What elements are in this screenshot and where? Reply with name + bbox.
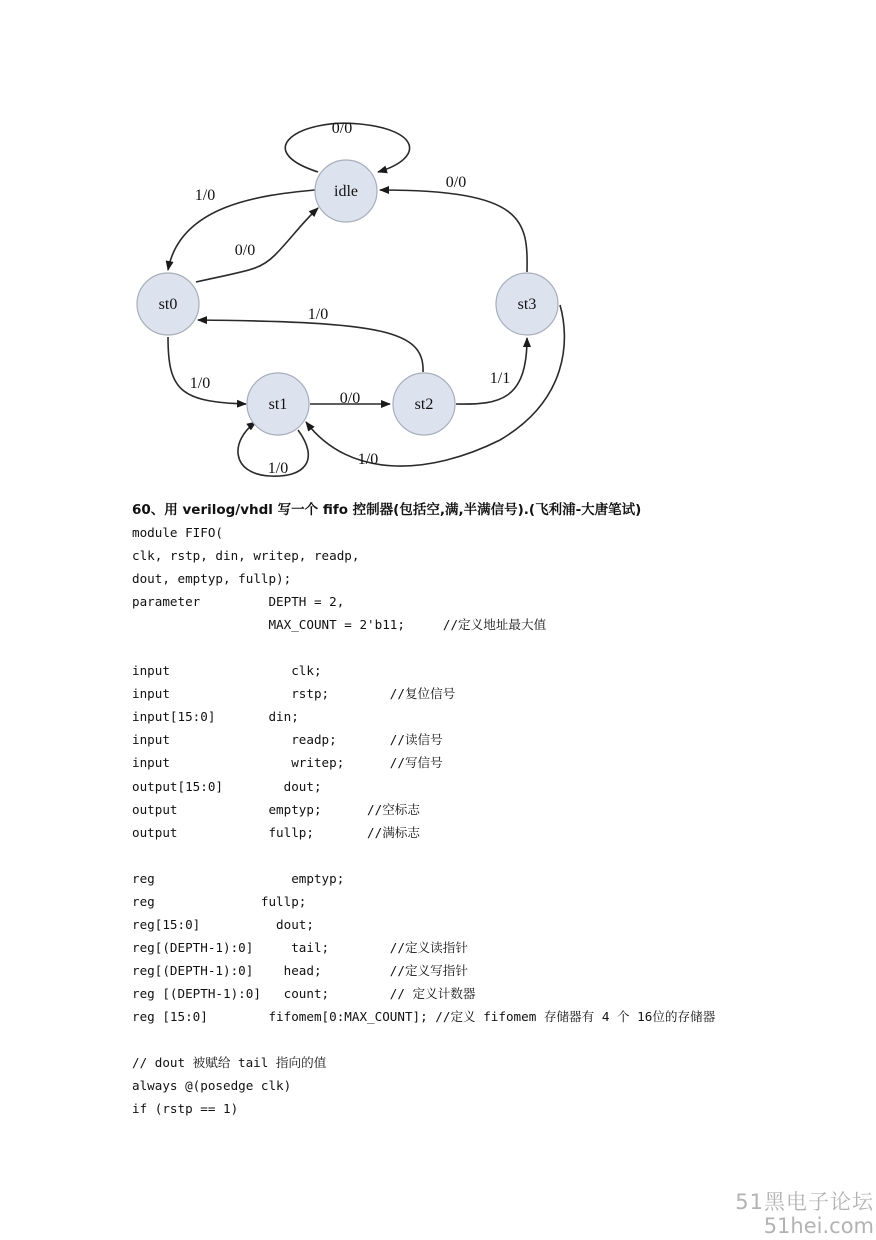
state-idle xyxy=(315,160,377,222)
state-label-st2: st2 xyxy=(414,396,434,413)
state-label-st3: st3 xyxy=(517,296,537,313)
code-line: output[15:0] dout; xyxy=(132,778,322,794)
state-label-idle: idle xyxy=(334,183,358,200)
state-st1 xyxy=(247,373,309,435)
code-line: reg[(DEPTH-1):0] head; //定义写指针 xyxy=(132,962,468,978)
edge-label-st2-st0: 1/0 xyxy=(307,306,329,323)
code-line: reg fullp; xyxy=(132,893,307,909)
code-line: input readp; //读信号 xyxy=(132,732,443,748)
code-line: reg [15:0] fifomem[0:MAX_COUNT]; //定义 fifomem 存储器有 4 个 16位的存储器 xyxy=(132,1008,716,1024)
edge-label-st3-st1: 1/0 xyxy=(357,451,379,468)
code-line: module FIFO( xyxy=(132,525,223,540)
edge-st0-st1 xyxy=(168,337,246,404)
code-line: input rstp; //复位信号 xyxy=(132,686,456,702)
edge-st3-idle xyxy=(380,190,527,272)
code-line: output fullp; //满标志 xyxy=(132,824,420,840)
edge-label-st1-st1: 1/0 xyxy=(267,460,289,477)
code-line: dout, emptyp, fullp); xyxy=(132,571,292,587)
code-line xyxy=(132,636,832,659)
state-label-st0: st0 xyxy=(158,296,178,313)
code-line: clk, rstp, din, writep, readp, xyxy=(132,548,360,564)
code-block xyxy=(132,521,832,1120)
code-line: parameter DEPTH = 2, xyxy=(132,594,345,610)
watermark-forum-name: 51黑电子论坛 xyxy=(735,1190,874,1214)
watermark-site: 51hei.com xyxy=(763,1214,874,1238)
edge-st0-idle xyxy=(196,208,318,282)
code-line: always @(posedge clk) xyxy=(132,1078,292,1094)
code-line xyxy=(132,844,832,867)
state-st0 xyxy=(137,273,199,335)
code-line: output emptyp; //空标志 xyxy=(132,801,420,817)
edge-label-st0-idle: 0/0 xyxy=(234,242,256,259)
edge-label-idle-st0: 1/0 xyxy=(194,187,216,204)
code-line: input clk; xyxy=(132,663,322,679)
question-heading: 60、用 verilog/vhdl 写一个 fifo 控制器(包括空,满,半满信号).(飞利浦-大唐笔试) xyxy=(132,502,642,518)
state-st2 xyxy=(393,373,455,435)
code-line: reg [(DEPTH-1):0] count; // 定义计数器 xyxy=(132,985,476,1001)
state-st3 xyxy=(496,273,558,335)
edge-label-idle-idle: 0/0 xyxy=(331,120,353,137)
code-line: // dout 被赋给 tail 指向的值 xyxy=(132,1055,327,1071)
code-line: MAX_COUNT = 2'b11; //定义地址最大值 xyxy=(132,617,547,633)
edge-label-st2-st3: 1/1 xyxy=(489,370,511,387)
code-line: reg emptyp; xyxy=(132,870,345,886)
edge-label-st1-st2: 0/0 xyxy=(339,390,361,407)
code-line: reg[15:0] dout; xyxy=(132,916,314,932)
edge-label-st0-st1: 1/0 xyxy=(189,375,211,392)
edge-label-st3-idle: 0/0 xyxy=(445,174,467,191)
edge-st2-st0 xyxy=(198,320,423,372)
code-line: if (rstp == 1) xyxy=(132,1101,239,1117)
state-label-st1: st1 xyxy=(268,396,288,413)
code-line xyxy=(132,1028,832,1051)
code-line: input[15:0] din; xyxy=(132,709,299,725)
code-line: reg[(DEPTH-1):0] tail; //定义读指针 xyxy=(132,939,468,955)
state-diagram xyxy=(0,0,876,500)
code-line: input writep; //写信号 xyxy=(132,755,443,771)
